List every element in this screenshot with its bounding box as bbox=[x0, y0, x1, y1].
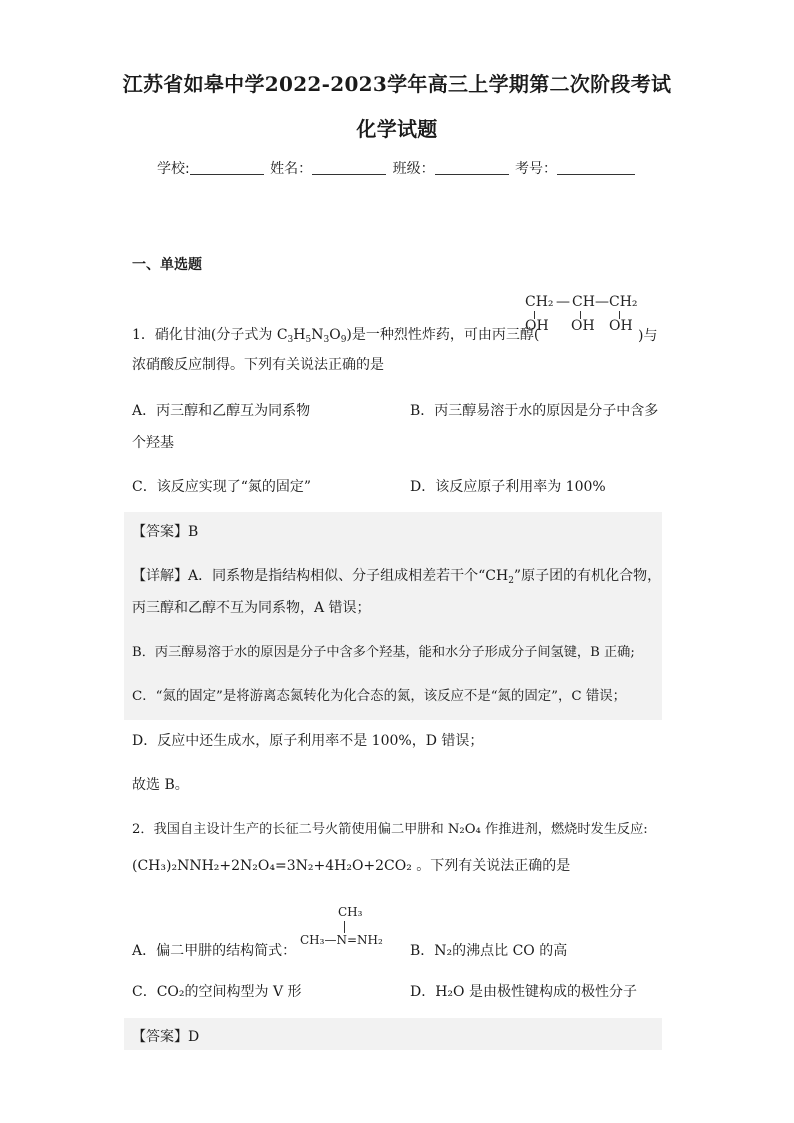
q2-option-c: C．CO₂的空间构型为 V 形 bbox=[132, 984, 302, 1000]
section-heading: 一、单选题 bbox=[132, 257, 202, 273]
q1-stem-text-b: )是一种烈性炸药，可由丙三醇( bbox=[346, 327, 540, 343]
udmh-methyl-top: CH₃ bbox=[338, 905, 363, 919]
q1-option-b-cont: 个羟基 bbox=[132, 435, 174, 451]
q2-answer-box bbox=[124, 1018, 662, 1050]
glycerol-oh2: OH bbox=[571, 318, 595, 334]
q1-detail-line1 bbox=[132, 565, 661, 586]
glycerol-bond2: — bbox=[595, 294, 609, 310]
q1-detail-text-b: ”原子团的有机化合物， bbox=[513, 568, 662, 584]
school-label: 学校: bbox=[156, 161, 190, 177]
glycerol-oh3: OH bbox=[609, 318, 633, 334]
glycerol-oh1: OH bbox=[525, 318, 549, 334]
q1-h: H bbox=[293, 327, 306, 343]
q1-detail-c: C．“氮的固定”是将游离态氮转化为化合态的氮，该反应不是“氮的固定”，C 错误； bbox=[132, 689, 627, 704]
page-title: 江苏省如皋中学2022-2023学年高三上学期第二次阶段考试 bbox=[122, 72, 672, 96]
udmh-structure bbox=[300, 905, 390, 951]
q1-sub-o: 9 bbox=[340, 335, 347, 345]
school-blank[interactable] bbox=[190, 160, 264, 175]
id-blank[interactable] bbox=[557, 160, 635, 175]
q1-detail-sub: 2 bbox=[508, 576, 514, 586]
q2-option-a: A．偏二甲肼的结构简式： bbox=[132, 943, 297, 959]
q1-detail-line2: 丙三醇和乙醇不互为同系物，A 错误； bbox=[132, 600, 371, 616]
q2-option-d: D．H₂O 是由极性键构成的极性分子 bbox=[410, 984, 637, 1000]
q1-option-b: B．丙三醇易溶于水的原因是分子中含多 bbox=[410, 403, 659, 419]
q1-sub-h: 5 bbox=[305, 335, 312, 345]
q1-option-d: D．该反应原子利用率为 100% bbox=[410, 479, 606, 495]
q1-o: O bbox=[329, 327, 341, 343]
q1-sub-n: 3 bbox=[323, 335, 330, 345]
q2-answer: 【答案】D bbox=[132, 1029, 200, 1045]
q1-stem-tail: )与 bbox=[638, 328, 658, 344]
id-label: 考号： bbox=[515, 161, 558, 177]
q1-stem-line1 bbox=[132, 325, 672, 350]
q1-stem-text-a: 1．硝化甘油(分子式为 C bbox=[132, 327, 288, 343]
q1-detail-b: B．丙三醇易溶于水的原因是分子中含多个羟基，能和水分子形成分子间氢键，B 正确; bbox=[132, 645, 635, 660]
name-label: 姓名： bbox=[270, 161, 313, 177]
glycerol-c1: CH₂ bbox=[525, 294, 554, 310]
q2-stem-line1: 2．我国自主设计生产的长征二号火箭使用偏二甲肼和 N₂O₄ 作推进剂，燃烧时发生反应: bbox=[132, 822, 648, 837]
q1-option-c: C．该反应实现了“氮的固定” bbox=[132, 479, 312, 495]
student-info-line bbox=[0, 158, 794, 178]
q1-n: N bbox=[311, 327, 324, 343]
q1-sub-c: 3 bbox=[287, 335, 294, 345]
q2-option-b: B．N₂的沸点比 CO 的高 bbox=[410, 943, 568, 959]
name-blank[interactable] bbox=[312, 160, 386, 175]
glycerol-bond1: — bbox=[556, 294, 570, 310]
class-blank[interactable] bbox=[435, 160, 509, 175]
q1-conclusion: 故选 B。 bbox=[132, 777, 189, 793]
class-label: 班级： bbox=[392, 161, 435, 177]
glycerol-c2: CH bbox=[572, 294, 595, 310]
glycerol-c3: CH₂ bbox=[609, 294, 638, 310]
q1-stem-line2: 浓硝酸反应制得。下列有关说法正确的是 bbox=[132, 357, 384, 373]
q1-answer: 【答案】B bbox=[132, 524, 199, 540]
q1-option-a: A．丙三醇和乙醇互为同系物 bbox=[132, 403, 311, 419]
q1-detail-d: D．反应中还生成水，原子利用率不是 100%，D 错误； bbox=[132, 733, 484, 749]
q2-equation: (CH₃)₂NNH₂+2N₂O₄=3N₂+4H₂O+2CO₂ 。下列有关说法正确的是 bbox=[132, 858, 571, 874]
q1-detail-text-a: 【详解】A．同系物是指结构相似、分子组成相差若干个“CH bbox=[132, 568, 509, 584]
udmh-main-chain: CH₃—N=NH₂ bbox=[300, 933, 383, 947]
page-subtitle: 化学试题 bbox=[356, 117, 438, 141]
